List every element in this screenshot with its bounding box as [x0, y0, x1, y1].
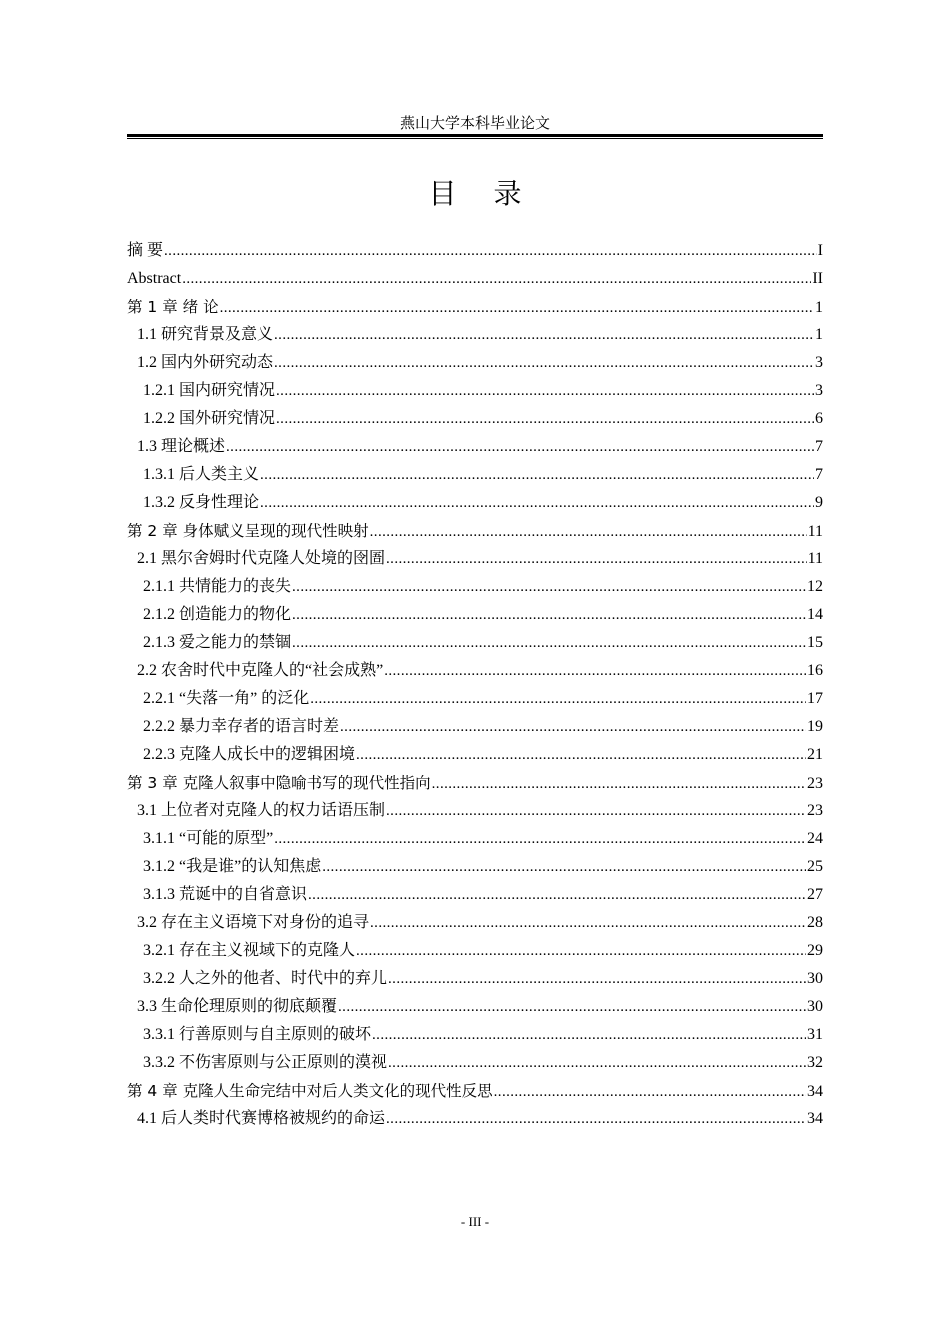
toc-dot-leader — [386, 797, 806, 825]
toc-entry-page: 19 — [807, 718, 823, 735]
toc-entry[interactable] — [127, 237, 823, 265]
toc-entry-page: 7 — [815, 466, 823, 483]
table-of-contents — [127, 237, 823, 1133]
toc-dot-leader — [340, 713, 806, 741]
toc-entry-label: 2.1.1 共情能力的丧失 — [143, 578, 292, 595]
toc-dot-leader — [432, 770, 806, 798]
toc-dot-leader — [260, 489, 814, 517]
toc-dot-leader — [274, 349, 814, 377]
toc-entry-page: 34 — [807, 1083, 823, 1100]
toc-entry-label: 1.2.2 国外研究情况 — [143, 410, 276, 427]
toc-dot-leader — [338, 993, 806, 1021]
toc-dot-leader — [260, 461, 814, 489]
toc-entry[interactable] — [127, 1049, 823, 1077]
toc-entry[interactable] — [127, 713, 823, 741]
toc-entry[interactable] — [127, 769, 823, 797]
toc-entry-page: 1 — [815, 326, 823, 343]
toc-entry-label: 2.2 农舍时代中克隆人的“社会成熟” — [137, 662, 384, 679]
toc-entry-page: 31 — [807, 1026, 823, 1043]
toc-entry-page: 14 — [807, 606, 823, 623]
toc-dot-leader — [322, 853, 806, 881]
toc-entry-page: I — [817, 242, 823, 259]
toc-entry-label: 2.2.2 暴力幸存者的语言时差 — [143, 718, 340, 735]
toc-entry-page: 16 — [807, 662, 823, 679]
toc-entry-page: 30 — [807, 970, 823, 987]
toc-entry-page: 9 — [815, 494, 823, 511]
toc-entry-label: 摘 要 — [127, 242, 164, 259]
toc-entry-page: 11 — [807, 550, 823, 567]
toc-entry-page: 17 — [807, 690, 823, 707]
toc-entry-label: 第 2 章 身体赋义呈现的现代性映射 — [127, 522, 369, 540]
toc-dot-leader — [356, 937, 806, 965]
toc-title: 目 录 — [428, 177, 536, 210]
toc-entry-page: 3 — [815, 354, 823, 371]
toc-entry-label: 第 4 章 克隆人生命完结中对后人类文化的现代性反思 — [127, 1082, 493, 1100]
toc-entry-label: 第 1 章 绪 论 — [127, 298, 219, 316]
toc-entry-page: 21 — [807, 746, 823, 763]
toc-dot-leader — [386, 545, 807, 573]
toc-dot-leader — [370, 518, 807, 546]
toc-entry-page: 1 — [815, 299, 823, 316]
toc-entry-page: 23 — [807, 775, 823, 792]
toc-entry-label: 3.3.1 行善原则与自主原则的破坏 — [143, 1026, 372, 1043]
toc-entry-label: 3.1 上位者对克隆人的权力话语压制 — [137, 802, 386, 819]
toc-entry-label: 2.1.2 创造能力的物化 — [143, 606, 292, 623]
toc-dot-leader — [384, 657, 806, 685]
toc-entry[interactable] — [127, 853, 823, 881]
toc-entry-label: 2.2.1 “失落一角” 的泛化 — [143, 690, 310, 707]
toc-entry-page: II — [812, 270, 823, 287]
toc-entry-label: 1.2.1 国内研究情况 — [143, 382, 276, 399]
toc-entry-label: 1.1 研究背景及意义 — [137, 326, 274, 343]
toc-entry[interactable] — [127, 517, 823, 545]
toc-entry[interactable] — [127, 433, 823, 461]
toc-dot-leader — [370, 909, 806, 937]
toc-entry-page: 7 — [815, 438, 823, 455]
toc-dot-leader — [292, 601, 806, 629]
toc-dot-leader — [164, 237, 817, 265]
toc-entry-label: Abstract — [127, 270, 182, 287]
page-number: - III - — [460, 1214, 490, 1229]
toc-entry[interactable] — [127, 881, 823, 909]
toc-entry[interactable] — [127, 573, 823, 601]
toc-dot-leader — [276, 405, 814, 433]
toc-entry-page: 27 — [807, 886, 823, 903]
toc-entry-label: 4.1 后人类时代赛博格被规约的命运 — [137, 1110, 386, 1127]
toc-entry-page: 25 — [807, 858, 823, 875]
toc-dot-leader — [274, 825, 806, 853]
toc-entry-page: 3 — [815, 382, 823, 399]
toc-entry-page: 24 — [807, 830, 823, 847]
toc-entry-page: 28 — [807, 914, 823, 931]
toc-entry[interactable] — [127, 937, 823, 965]
toc-entry-page: 11 — [807, 523, 823, 540]
toc-dot-leader — [372, 1021, 806, 1049]
header-rule-thin — [127, 138, 823, 139]
toc-entry[interactable] — [127, 1077, 823, 1105]
toc-entry[interactable] — [127, 293, 823, 321]
toc-entry[interactable] — [127, 377, 823, 405]
toc-entry[interactable] — [127, 1021, 823, 1049]
toc-entry-label: 2.2.3 克隆人成长中的逻辑困境 — [143, 746, 356, 763]
toc-entry[interactable] — [127, 965, 823, 993]
header-rule-thick — [127, 134, 823, 137]
toc-entry-label: 3.1.2 “我是谁”的认知焦虑 — [143, 858, 322, 875]
toc-dot-leader — [356, 741, 806, 769]
toc-entry-label: 2.1 黑尔舍姆时代克隆人处境的囹圄 — [137, 550, 386, 567]
toc-entry-label: 第 3 章 克隆人叙事中隐喻书写的现代性指向 — [127, 774, 431, 792]
toc-entry-page: 12 — [807, 578, 823, 595]
toc-entry-label: 1.2 国内外研究动态 — [137, 354, 274, 371]
toc-entry[interactable] — [127, 909, 823, 937]
toc-entry[interactable] — [127, 797, 823, 825]
toc-entry[interactable] — [127, 545, 823, 573]
toc-dot-leader — [388, 965, 806, 993]
toc-entry-label: 1.3.2 反身性理论 — [143, 494, 260, 511]
toc-dot-leader — [308, 881, 806, 909]
toc-entry[interactable] — [127, 461, 823, 489]
toc-entry-page: 34 — [807, 1110, 823, 1127]
toc-entry-label: 3.1.3 荒诞中的自省意识 — [143, 886, 308, 903]
toc-entry-page: 32 — [807, 1054, 823, 1071]
toc-entry-label: 3.2 存在主义语境下对身份的追寻 — [137, 914, 370, 931]
toc-entry-label: 3.2.2 人之外的他者、时代中的弃儿 — [143, 970, 388, 987]
toc-dot-leader — [182, 265, 811, 293]
toc-dot-leader — [386, 1105, 806, 1133]
toc-dot-leader — [220, 294, 814, 322]
toc-entry[interactable] — [127, 489, 823, 517]
toc-dot-leader — [226, 433, 814, 461]
toc-entry[interactable] — [127, 321, 823, 349]
toc-entry-label: 1.3.1 后人类主义 — [143, 466, 260, 483]
toc-entry-page: 15 — [807, 634, 823, 651]
toc-entry[interactable] — [127, 349, 823, 377]
running-header: 燕山大学本科毕业论文 — [399, 116, 550, 132]
toc-entry[interactable] — [127, 601, 823, 629]
toc-dot-leader — [292, 573, 806, 601]
toc-dot-leader — [292, 629, 806, 657]
toc-entry-label: 3.1.1 “可能的原型” — [143, 830, 274, 847]
toc-entry[interactable] — [127, 741, 823, 769]
toc-entry[interactable] — [127, 825, 823, 853]
toc-entry-label: 2.1.3 爱之能力的禁锢 — [143, 634, 292, 651]
toc-entry[interactable] — [127, 685, 823, 713]
toc-entry-label: 1.3 理论概述 — [137, 438, 226, 455]
toc-dot-leader — [310, 685, 806, 713]
toc-entry[interactable] — [127, 629, 823, 657]
toc-entry[interactable] — [127, 657, 823, 685]
toc-dot-leader — [276, 377, 814, 405]
toc-entry[interactable] — [127, 405, 823, 433]
toc-entry-page: 6 — [815, 410, 823, 427]
toc-dot-leader — [494, 1078, 806, 1106]
toc-dot-leader — [274, 321, 814, 349]
toc-entry-label: 3.3 生命伦理原则的彻底颠覆 — [137, 998, 338, 1015]
toc-entry-label: 3.2.1 存在主义视域下的克隆人 — [143, 942, 356, 959]
toc-entry[interactable] — [127, 265, 823, 293]
toc-entry-page: 30 — [807, 998, 823, 1015]
toc-dot-leader — [388, 1049, 806, 1077]
toc-entry-page: 29 — [807, 942, 823, 959]
toc-entry-label: 3.3.2 不伤害原则与公正原则的漠视 — [143, 1054, 388, 1071]
toc-entry[interactable] — [127, 993, 823, 1021]
toc-entry[interactable] — [127, 1105, 823, 1133]
toc-entry-page: 23 — [807, 802, 823, 819]
